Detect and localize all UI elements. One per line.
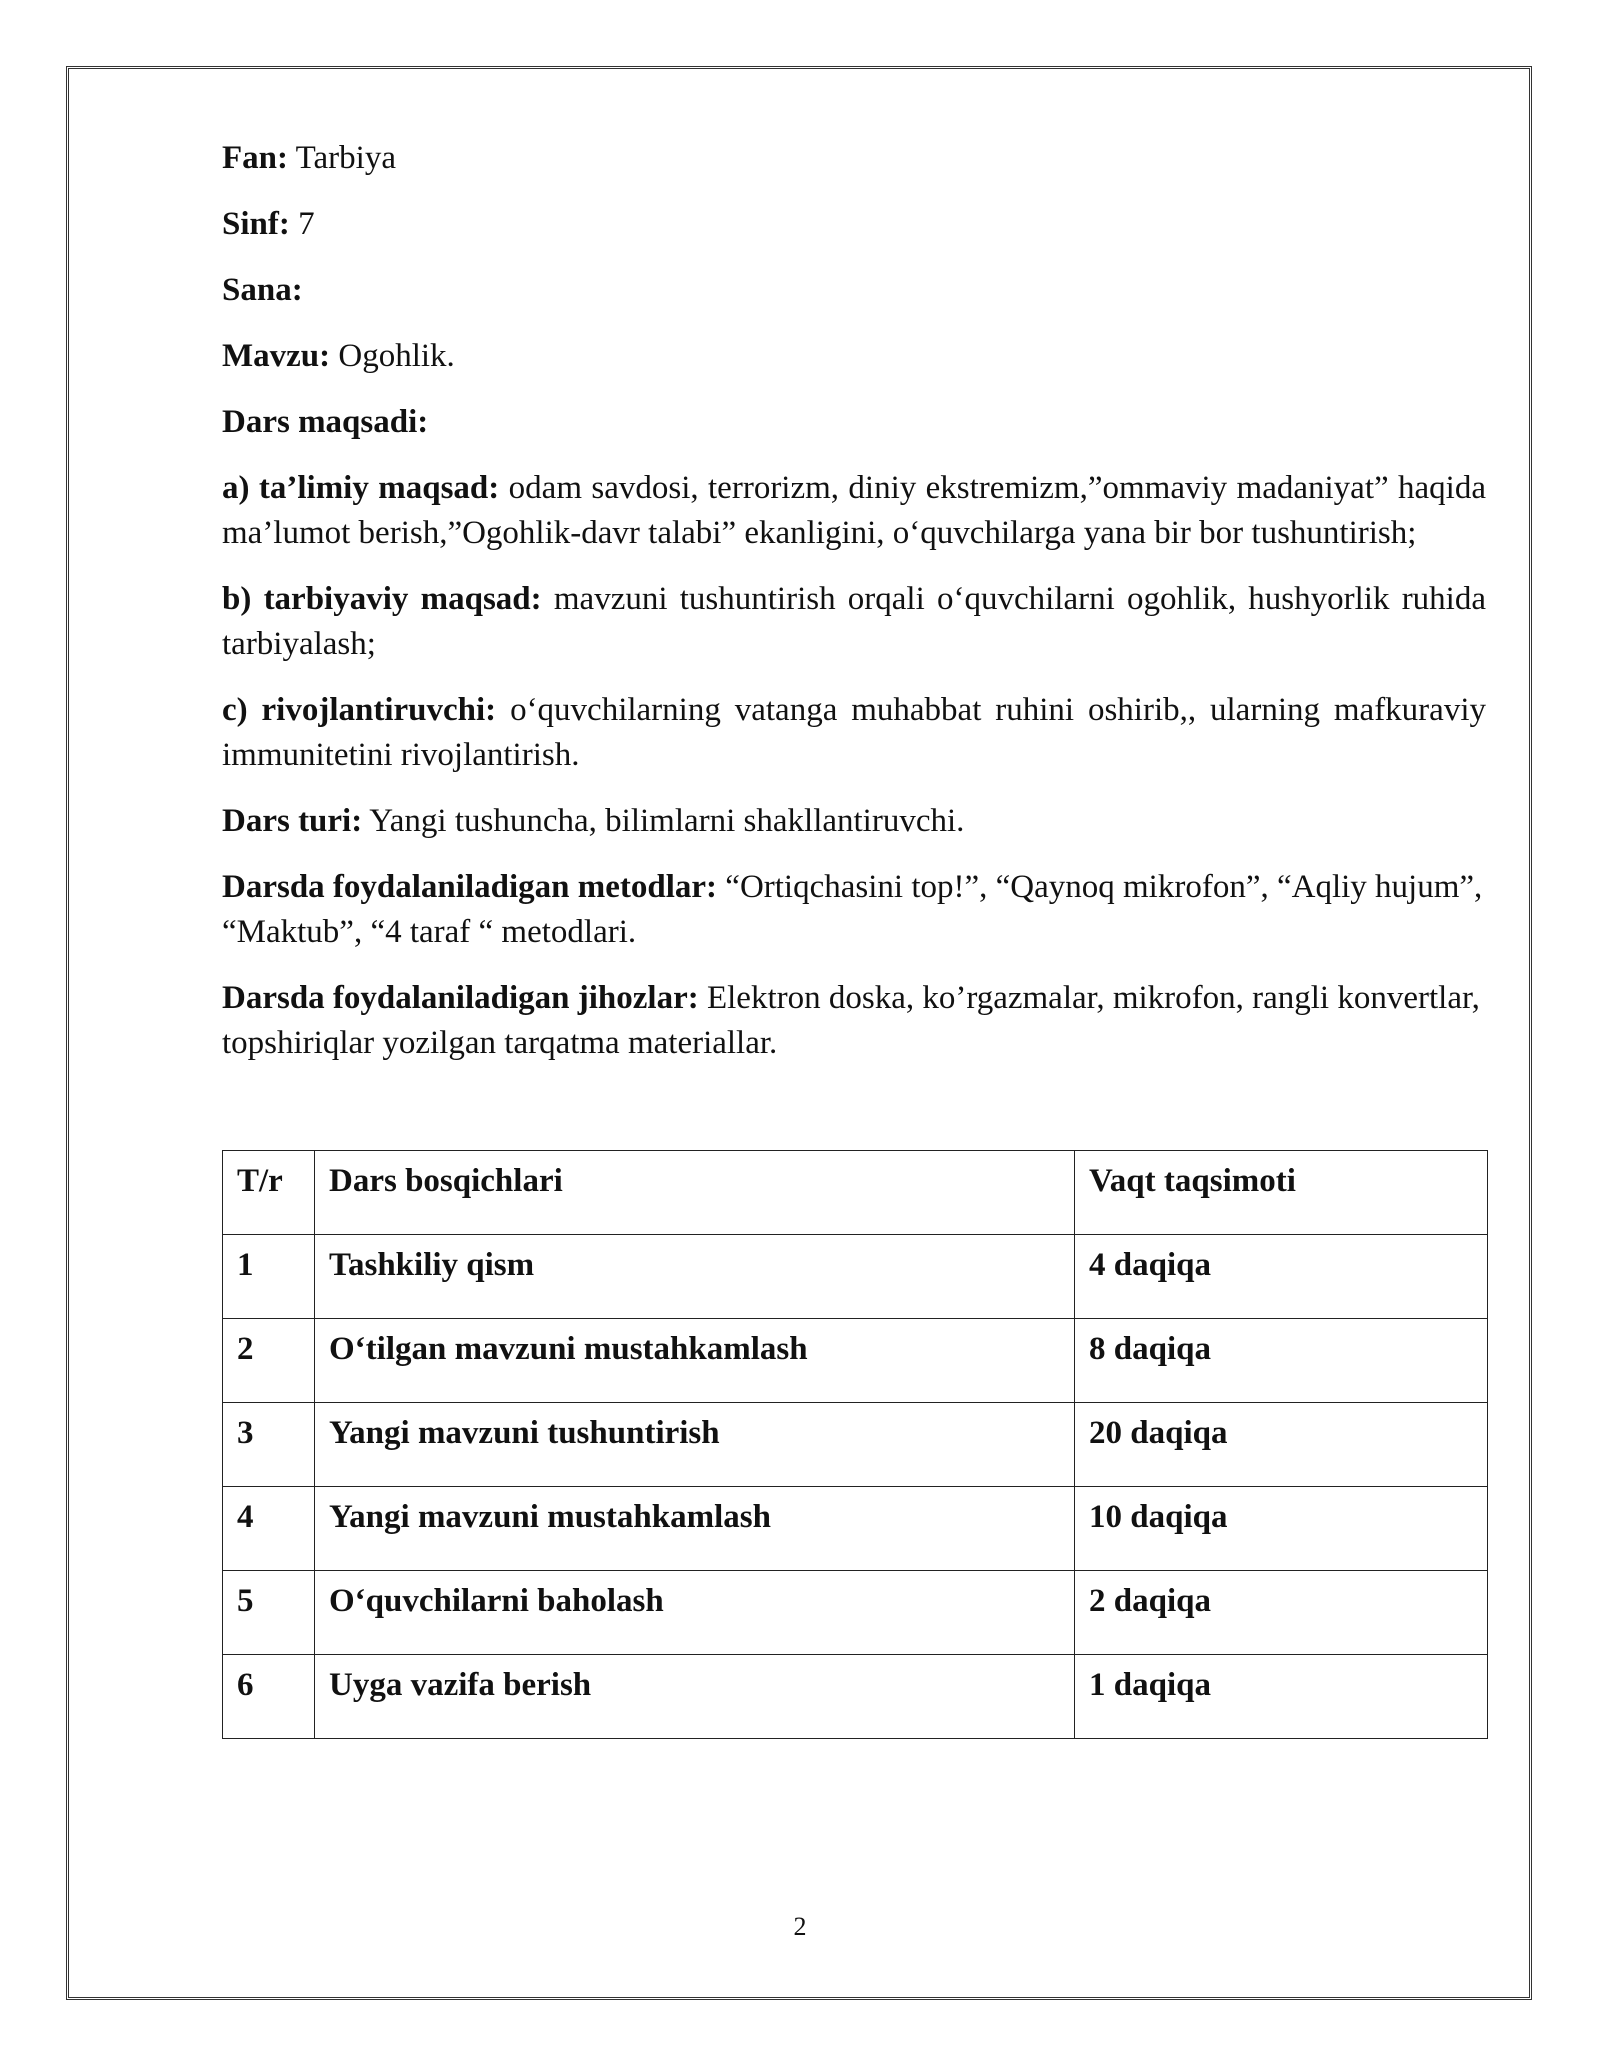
goal-b-text: mavzuni tushuntirish orqali o‘quvchilarni ogohlik, hushyorlik ruhida tarbiyalash; [222, 581, 1486, 662]
page-number: 2 [793, 1912, 807, 1941]
table-row [223, 1235, 1488, 1319]
lesson-equipment-value: Elektron doska, ko’rgazmalar, mikrofon, rangli konvertlar, topshiriqlar yozilgan tarqatma materiallar. [222, 980, 1480, 1061]
table-row [223, 1319, 1488, 1403]
lesson-equipment-label: Darsda foydalaniladigan jihozlar: [222, 980, 699, 1016]
table-row [223, 1571, 1488, 1655]
row-num: 3 [223, 1403, 315, 1487]
fan-value: Tarbiya [295, 140, 396, 176]
goal-b-label: b) tarbiyaviy maqsad: [222, 581, 542, 617]
row-stage: Uyga vazifa berish [315, 1655, 1075, 1739]
mavzu-value: Ogohlik. [338, 338, 455, 374]
sana-label: Sana: [222, 272, 303, 308]
field-sana [222, 268, 1486, 313]
table-row [223, 1655, 1488, 1739]
goal-a-label: a) ta’limiy maqsad: [222, 470, 500, 506]
row-num: 1 [223, 1235, 315, 1319]
table-row [223, 1487, 1488, 1571]
lesson-methods [222, 865, 1486, 955]
row-time: 4 daqiqa [1075, 1235, 1488, 1319]
row-stage: Yangi mavzuni mustahkamlash [315, 1487, 1075, 1571]
goal-b [222, 577, 1486, 667]
document-body [222, 136, 1486, 1087]
maqsad-heading-label: Dars maqsadi: [222, 404, 429, 440]
goal-a-text: odam savdosi, terrorizm, diniy ekstremizm,”ommaviy madaniyat” haqida ma’lumot berish,”Ogohlik-davr talabi” ekanligini, o‘quvchilarga yana bir bor tushuntirish; [222, 470, 1486, 551]
maqsad-heading [222, 400, 1486, 445]
row-stage: O‘quvchilarni baholash [315, 1571, 1075, 1655]
row-time: 8 daqiqa [1075, 1319, 1488, 1403]
header-stage: Dars bosqichlari [315, 1151, 1075, 1235]
row-num: 6 [223, 1655, 315, 1739]
row-stage: Tashkiliy qism [315, 1235, 1075, 1319]
table-header-row [223, 1151, 1488, 1235]
header-time: Vaqt taqsimoti [1075, 1151, 1488, 1235]
row-stage: Yangi mavzuni tushuntirish [315, 1403, 1075, 1487]
sinf-label: Sinf: [222, 206, 290, 242]
lesson-methods-value: “Ortiqchasini top!”, “Qaynoq mikrofon”, “Aqliy hujum”, “Maktub”, “4 taraf “ metodlari. [222, 869, 1483, 950]
row-num: 4 [223, 1487, 315, 1571]
row-time: 10 daqiqa [1075, 1487, 1488, 1571]
header-num: T/r [223, 1151, 315, 1235]
field-fan [222, 136, 1486, 181]
fan-label: Fan: [222, 140, 288, 176]
row-time: 1 daqiqa [1075, 1655, 1488, 1739]
goal-a [222, 466, 1486, 556]
table-row [223, 1403, 1488, 1487]
lesson-type-label: Dars turi: [222, 803, 363, 839]
sinf-value: 7 [298, 206, 315, 242]
field-sinf [222, 202, 1486, 247]
lesson-stages-table [222, 1150, 1488, 1739]
lesson-type-value: Yangi tushuncha, bilimlarni shakllantiruvchi. [369, 803, 965, 839]
row-time: 20 daqiqa [1075, 1403, 1488, 1487]
row-num: 2 [223, 1319, 315, 1403]
mavzu-label: Mavzu: [222, 338, 331, 374]
row-time: 2 daqiqa [1075, 1571, 1488, 1655]
row-stage: O‘tilgan mavzuni mustahkamlash [315, 1319, 1075, 1403]
lesson-equipment [222, 976, 1486, 1066]
lesson-type [222, 799, 1486, 844]
field-mavzu [222, 334, 1486, 379]
goal-c-text: o‘quvchilarning vatanga muhabbat ruhini oshirib,, ularning mafkuraviy immunitetini rivojlantirish. [222, 692, 1486, 773]
lesson-methods-label: Darsda foydalaniladigan metodlar: [222, 869, 718, 905]
goal-c [222, 688, 1486, 778]
row-num: 5 [223, 1571, 315, 1655]
goal-c-label: c) rivojlantiruvchi: [222, 692, 497, 728]
